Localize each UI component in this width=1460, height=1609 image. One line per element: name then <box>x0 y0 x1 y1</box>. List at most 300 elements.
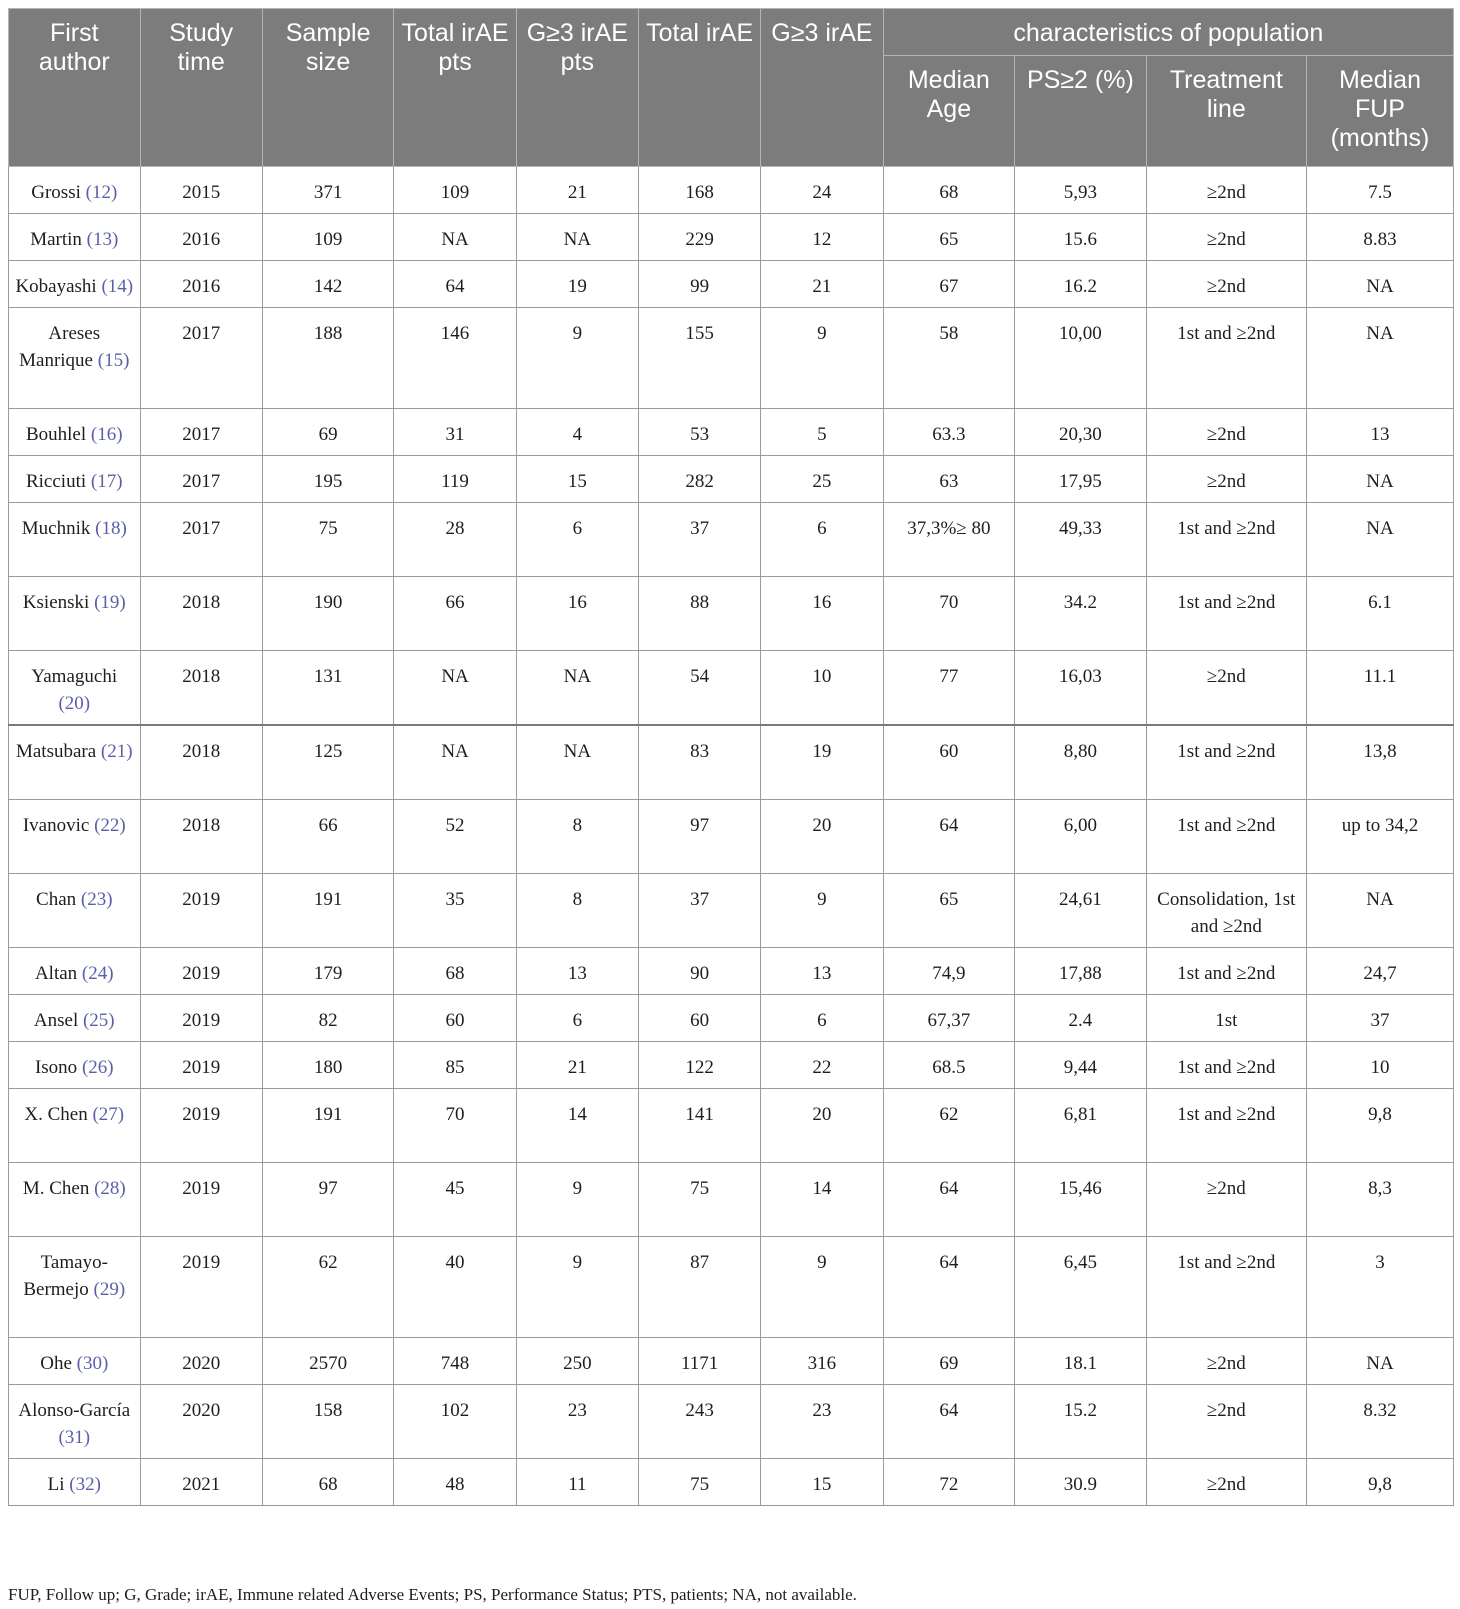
cell-g3-irae: 13 <box>761 948 883 995</box>
cell-median-age: 62 <box>883 1089 1015 1163</box>
reference-link[interactable]: (14) <box>101 276 134 297</box>
cell-total-irae: 155 <box>638 308 760 409</box>
cell-total-irae-pts: 48 <box>394 1459 516 1506</box>
cell-total-irae-pts: 68 <box>394 948 516 995</box>
cell-total-irae: 97 <box>638 800 760 874</box>
cell-first-author <box>9 725 141 800</box>
cell-study-time: 2019 <box>140 1089 262 1163</box>
cell-first-author <box>9 409 141 456</box>
cell-ps2: 17,95 <box>1015 456 1147 503</box>
table-row <box>9 456 1454 503</box>
cell-ps2: 6,45 <box>1015 1237 1147 1338</box>
cell-ps2: 17,88 <box>1015 948 1147 995</box>
cell-median-age: 69 <box>883 1338 1015 1385</box>
cell-median-age: 72 <box>883 1459 1015 1506</box>
col-first-author: First author <box>9 9 141 167</box>
cell-median-age: 37,3%≥ 80 <box>883 503 1015 577</box>
cell-g3-irae: 5 <box>761 409 883 456</box>
author-name: Ohe <box>40 1353 72 1374</box>
cell-first-author <box>9 1459 141 1506</box>
cell-total-irae: 141 <box>638 1089 760 1163</box>
author-name: Martin <box>30 229 82 250</box>
cell-median-fup: NA <box>1306 261 1453 308</box>
cell-treatment-line: ≥2nd <box>1146 651 1306 726</box>
cell-treatment-line: ≥2nd <box>1146 167 1306 214</box>
cell-total-irae-pts: 45 <box>394 1163 516 1237</box>
cell-treatment-line: Consolidation, 1st and ≥2nd <box>1146 874 1306 948</box>
table-row <box>9 995 1454 1042</box>
cell-first-author <box>9 308 141 409</box>
cell-g3-irae-pts: 9 <box>516 308 638 409</box>
cell-first-author <box>9 1089 141 1163</box>
cell-treatment-line: 1st and ≥2nd <box>1146 503 1306 577</box>
cell-first-author <box>9 874 141 948</box>
reference-link[interactable]: (20) <box>58 693 91 714</box>
cell-total-irae-pts: NA <box>394 214 516 261</box>
cell-study-time: 2016 <box>140 261 262 308</box>
cell-g3-irae-pts: 8 <box>516 874 638 948</box>
cell-median-age: 67,37 <box>883 995 1015 1042</box>
cell-sample-size: 62 <box>262 1237 394 1338</box>
reference-link[interactable]: (16) <box>90 424 123 445</box>
cell-median-age: 68.5 <box>883 1042 1015 1089</box>
cell-g3-irae-pts: 16 <box>516 577 638 651</box>
cell-study-time: 2019 <box>140 948 262 995</box>
author-name: Yamaguchi <box>31 666 118 687</box>
cell-treatment-line: ≥2nd <box>1146 1163 1306 1237</box>
cell-total-irae-pts: 109 <box>394 167 516 214</box>
cell-median-fup: 9,8 <box>1306 1089 1453 1163</box>
author-name: X. Chen <box>24 1104 88 1125</box>
cell-study-time: 2015 <box>140 167 262 214</box>
cell-total-irae-pts: 35 <box>394 874 516 948</box>
cell-treatment-line: 1st and ≥2nd <box>1146 800 1306 874</box>
cell-ps2: 16.2 <box>1015 261 1147 308</box>
reference-link[interactable]: (17) <box>90 471 123 492</box>
cell-study-time: 2019 <box>140 874 262 948</box>
cell-median-age: 64 <box>883 1385 1015 1459</box>
table-row <box>9 1163 1454 1237</box>
cell-total-irae: 83 <box>638 725 760 800</box>
cell-sample-size: 195 <box>262 456 394 503</box>
cell-sample-size: 179 <box>262 948 394 995</box>
cell-median-fup: 3 <box>1306 1237 1453 1338</box>
author-name: Isono <box>34 1057 78 1078</box>
reference-link[interactable]: (28) <box>94 1178 126 1199</box>
cell-sample-size: 371 <box>262 167 394 214</box>
cell-g3-irae-pts: 6 <box>516 503 638 577</box>
cell-median-fup: 8.32 <box>1306 1385 1453 1459</box>
reference-link[interactable]: (12) <box>85 182 118 203</box>
cell-g3-irae: 20 <box>761 800 883 874</box>
cell-treatment-line: 1st and ≥2nd <box>1146 577 1306 651</box>
cell-g3-irae: 22 <box>761 1042 883 1089</box>
table-row <box>9 1385 1454 1459</box>
author-name: Alonso-García <box>18 1400 131 1421</box>
reference-link[interactable]: (13) <box>86 229 119 250</box>
cell-first-author <box>9 1338 141 1385</box>
cell-ps2: 8,80 <box>1015 725 1147 800</box>
reference-link[interactable]: (18) <box>95 518 127 539</box>
cell-study-time: 2021 <box>140 1459 262 1506</box>
col-sample-size: Sample size <box>262 9 394 167</box>
author-name: Areses Manrique <box>19 323 101 371</box>
cell-total-irae: 122 <box>638 1042 760 1089</box>
cell-total-irae-pts: 748 <box>394 1338 516 1385</box>
cell-g3-irae: 21 <box>761 261 883 308</box>
cell-total-irae: 243 <box>638 1385 760 1459</box>
cell-sample-size: 2570 <box>262 1338 394 1385</box>
cell-sample-size: 97 <box>262 1163 394 1237</box>
cell-total-irae: 88 <box>638 577 760 651</box>
cell-treatment-line: 1st <box>1146 995 1306 1042</box>
cell-total-irae: 53 <box>638 409 760 456</box>
reference-link[interactable]: (24) <box>81 963 114 984</box>
cell-g3-irae: 9 <box>761 1237 883 1338</box>
cell-treatment-line: ≥2nd <box>1146 409 1306 456</box>
cell-ps2: 10,00 <box>1015 308 1147 409</box>
cell-first-author <box>9 1237 141 1338</box>
cell-g3-irae-pts: 9 <box>516 1163 638 1237</box>
cell-first-author <box>9 214 141 261</box>
cell-median-fup: 24,7 <box>1306 948 1453 995</box>
cell-ps2: 49,33 <box>1015 503 1147 577</box>
col-total-irae: Total irAE <box>638 9 760 167</box>
cell-g3-irae-pts: 19 <box>516 261 638 308</box>
cell-g3-irae: 6 <box>761 503 883 577</box>
cell-treatment-line: 1st and ≥2nd <box>1146 1089 1306 1163</box>
table-header <box>9 9 1454 167</box>
cell-sample-size: 188 <box>262 308 394 409</box>
cell-treatment-line: 1st and ≥2nd <box>1146 1042 1306 1089</box>
cell-g3-irae-pts: 23 <box>516 1385 638 1459</box>
cell-first-author <box>9 261 141 308</box>
cell-g3-irae-pts: 4 <box>516 409 638 456</box>
cell-g3-irae: 24 <box>761 167 883 214</box>
cell-total-irae: 168 <box>638 167 760 214</box>
cell-total-irae-pts: 85 <box>394 1042 516 1089</box>
cell-g3-irae: 9 <box>761 874 883 948</box>
cell-g3-irae: 16 <box>761 577 883 651</box>
cell-first-author <box>9 948 141 995</box>
cell-first-author <box>9 167 141 214</box>
cell-g3-irae: 19 <box>761 725 883 800</box>
reference-link[interactable]: (32) <box>69 1474 101 1495</box>
cell-median-fup: NA <box>1306 456 1453 503</box>
author-name: Ksienski <box>22 592 90 613</box>
table-row <box>9 1338 1454 1385</box>
cell-median-fup: up to 34,2 <box>1306 800 1453 874</box>
cell-treatment-line: 1st and ≥2nd <box>1146 725 1306 800</box>
cell-g3-irae-pts: NA <box>516 651 638 726</box>
cell-ps2: 15.6 <box>1015 214 1147 261</box>
author-name: Bouhlel <box>25 424 87 445</box>
cell-median-fup: 6.1 <box>1306 577 1453 651</box>
cell-total-irae: 99 <box>638 261 760 308</box>
col-g3-irae-pts: G≥3 irAE pts <box>516 9 638 167</box>
author-name: Ricciuti <box>25 471 87 492</box>
cell-median-age: 64 <box>883 800 1015 874</box>
reference-link[interactable]: (30) <box>76 1353 109 1374</box>
author-name: Tamayo-Bermejo <box>23 1252 108 1300</box>
cell-sample-size: 125 <box>262 725 394 800</box>
col-median-fup: Median FUP (months) <box>1306 56 1453 167</box>
cell-median-fup: 37 <box>1306 995 1453 1042</box>
cell-g3-irae-pts: 6 <box>516 995 638 1042</box>
cell-study-time: 2017 <box>140 409 262 456</box>
cell-total-irae-pts: NA <box>394 651 516 726</box>
author-name: Muchnik <box>21 518 91 539</box>
cell-treatment-line: 1st and ≥2nd <box>1146 948 1306 995</box>
reference-link[interactable]: (19) <box>94 592 126 613</box>
cell-study-time: 2018 <box>140 725 262 800</box>
cell-median-fup: 9,8 <box>1306 1459 1453 1506</box>
cell-treatment-line: ≥2nd <box>1146 214 1306 261</box>
cell-g3-irae: 23 <box>761 1385 883 1459</box>
cell-sample-size: 142 <box>262 261 394 308</box>
cell-sample-size: 82 <box>262 995 394 1042</box>
cell-first-author <box>9 503 141 577</box>
cell-treatment-line: ≥2nd <box>1146 1385 1306 1459</box>
cell-total-irae: 75 <box>638 1163 760 1237</box>
reference-link[interactable]: (23) <box>80 889 113 910</box>
cell-study-time: 2020 <box>140 1338 262 1385</box>
cell-ps2: 6,81 <box>1015 1089 1147 1163</box>
reference-link[interactable]: (15) <box>97 350 130 371</box>
table-row <box>9 1459 1454 1506</box>
cell-median-age: 58 <box>883 308 1015 409</box>
cell-first-author <box>9 577 141 651</box>
cell-study-time: 2019 <box>140 1042 262 1089</box>
cell-g3-irae-pts: 14 <box>516 1089 638 1163</box>
cell-total-irae-pts: 102 <box>394 1385 516 1459</box>
cell-g3-irae-pts: 13 <box>516 948 638 995</box>
cell-median-fup: 11.1 <box>1306 651 1453 726</box>
cell-median-age: 60 <box>883 725 1015 800</box>
cell-median-fup: NA <box>1306 503 1453 577</box>
cell-study-time: 2019 <box>140 1163 262 1237</box>
cell-ps2: 18.1 <box>1015 1338 1147 1385</box>
reference-link[interactable]: (25) <box>82 1010 115 1031</box>
cell-total-irae-pts: 52 <box>394 800 516 874</box>
cell-ps2: 24,61 <box>1015 874 1147 948</box>
cell-g3-irae: 316 <box>761 1338 883 1385</box>
table-row <box>9 409 1454 456</box>
cell-sample-size: 75 <box>262 503 394 577</box>
cell-median-fup: 8.83 <box>1306 214 1453 261</box>
cell-g3-irae: 10 <box>761 651 883 726</box>
cell-g3-irae: 9 <box>761 308 883 409</box>
cell-g3-irae-pts: NA <box>516 725 638 800</box>
cell-total-irae: 87 <box>638 1237 760 1338</box>
cell-sample-size: 180 <box>262 1042 394 1089</box>
cell-total-irae-pts: 64 <box>394 261 516 308</box>
cell-study-time: 2018 <box>140 651 262 726</box>
cell-median-fup: 7.5 <box>1306 167 1453 214</box>
reference-link[interactable]: (27) <box>92 1104 125 1125</box>
cell-first-author <box>9 995 141 1042</box>
table-row <box>9 1042 1454 1089</box>
cell-sample-size: 68 <box>262 1459 394 1506</box>
cell-median-age: 67 <box>883 261 1015 308</box>
cell-median-fup: NA <box>1306 308 1453 409</box>
cell-g3-irae-pts: 11 <box>516 1459 638 1506</box>
table-row <box>9 725 1454 800</box>
cell-first-author <box>9 651 141 726</box>
cell-treatment-line: ≥2nd <box>1146 456 1306 503</box>
cell-study-time: 2020 <box>140 1385 262 1459</box>
cell-total-irae-pts: 146 <box>394 308 516 409</box>
cell-total-irae-pts: NA <box>394 725 516 800</box>
author-name: Grossi <box>31 182 81 203</box>
author-name: Kobayashi <box>15 276 97 297</box>
cell-total-irae: 60 <box>638 995 760 1042</box>
col-group-population: characteristics of population <box>883 9 1453 56</box>
cell-study-time: 2018 <box>140 577 262 651</box>
cell-g3-irae: 15 <box>761 1459 883 1506</box>
col-study-time: Study time <box>140 9 262 167</box>
cell-g3-irae: 12 <box>761 214 883 261</box>
table-row <box>9 167 1454 214</box>
table-row <box>9 1089 1454 1163</box>
cell-g3-irae-pts: 9 <box>516 1237 638 1338</box>
cell-study-time: 2018 <box>140 800 262 874</box>
cell-g3-irae: 25 <box>761 456 883 503</box>
cell-median-age: 74,9 <box>883 948 1015 995</box>
cell-treatment-line: ≥2nd <box>1146 261 1306 308</box>
cell-ps2: 15.2 <box>1015 1385 1147 1459</box>
cell-treatment-line: ≥2nd <box>1146 1338 1306 1385</box>
cell-total-irae: 37 <box>638 874 760 948</box>
cell-g3-irae-pts: 21 <box>516 167 638 214</box>
table-row <box>9 874 1454 948</box>
cell-total-irae-pts: 66 <box>394 577 516 651</box>
cell-ps2: 34.2 <box>1015 577 1147 651</box>
cell-g3-irae-pts: NA <box>516 214 638 261</box>
cell-ps2: 6,00 <box>1015 800 1147 874</box>
cell-sample-size: 131 <box>262 651 394 726</box>
cell-median-fup: 10 <box>1306 1042 1453 1089</box>
cell-ps2: 30.9 <box>1015 1459 1147 1506</box>
cell-g3-irae: 20 <box>761 1089 883 1163</box>
reference-link[interactable]: (21) <box>100 741 133 762</box>
author-name: Ivanovic <box>22 815 90 836</box>
cell-ps2: 20,30 <box>1015 409 1147 456</box>
col-treatment-line: Treatment line <box>1146 56 1306 167</box>
cell-study-time: 2019 <box>140 1237 262 1338</box>
cell-sample-size: 190 <box>262 577 394 651</box>
cell-sample-size: 158 <box>262 1385 394 1459</box>
cell-total-irae-pts: 70 <box>394 1089 516 1163</box>
table-row <box>9 948 1454 995</box>
cell-g3-irae-pts: 8 <box>516 800 638 874</box>
cell-total-irae-pts: 40 <box>394 1237 516 1338</box>
cell-total-irae: 75 <box>638 1459 760 1506</box>
reference-link[interactable]: (22) <box>94 815 126 836</box>
cell-ps2: 16,03 <box>1015 651 1147 726</box>
author-name: Ansel <box>33 1010 79 1031</box>
table-row <box>9 214 1454 261</box>
cell-total-irae: 37 <box>638 503 760 577</box>
table-row <box>9 1237 1454 1338</box>
cell-first-author <box>9 1163 141 1237</box>
cell-total-irae: 1171 <box>638 1338 760 1385</box>
table-row <box>9 651 1454 726</box>
table-row <box>9 261 1454 308</box>
col-ps2: PS≥2 (%) <box>1015 56 1147 167</box>
cell-total-irae-pts: 28 <box>394 503 516 577</box>
col-g3-irae: G≥3 irAE <box>761 9 883 167</box>
table-row <box>9 800 1454 874</box>
author-name: Altan <box>34 963 78 984</box>
cell-first-author <box>9 800 141 874</box>
cell-ps2: 2.4 <box>1015 995 1147 1042</box>
table-row <box>9 577 1454 651</box>
cell-study-time: 2019 <box>140 995 262 1042</box>
cell-study-time: 2016 <box>140 214 262 261</box>
cell-g3-irae: 6 <box>761 995 883 1042</box>
cell-ps2: 9,44 <box>1015 1042 1147 1089</box>
cell-median-fup: 13,8 <box>1306 725 1453 800</box>
author-name: Matsubara <box>15 741 97 762</box>
reference-link[interactable]: (31) <box>58 1427 91 1448</box>
studies-table <box>8 8 1454 1506</box>
cell-study-time: 2017 <box>140 456 262 503</box>
cell-median-fup: 8,3 <box>1306 1163 1453 1237</box>
cell-total-irae-pts: 31 <box>394 409 516 456</box>
cell-total-irae: 282 <box>638 456 760 503</box>
cell-first-author <box>9 1385 141 1459</box>
cell-total-irae: 90 <box>638 948 760 995</box>
cell-treatment-line: ≥2nd <box>1146 1459 1306 1506</box>
cell-sample-size: 69 <box>262 409 394 456</box>
cell-g3-irae: 14 <box>761 1163 883 1237</box>
cell-median-fup: NA <box>1306 874 1453 948</box>
cell-first-author <box>9 1042 141 1089</box>
table-footnote: FUP, Follow up; G, Grade; irAE, Immune related Adverse Events; PS, Performance Status; PTS, patients; NA, not available. <box>8 1585 857 1604</box>
cell-median-age: 64 <box>883 1163 1015 1237</box>
cell-total-irae: 229 <box>638 214 760 261</box>
cell-median-fup: 13 <box>1306 409 1453 456</box>
table-row <box>9 308 1454 409</box>
cell-sample-size: 109 <box>262 214 394 261</box>
reference-link[interactable]: (26) <box>81 1057 114 1078</box>
col-median-age: Median Age <box>883 56 1015 167</box>
cell-treatment-line: 1st and ≥2nd <box>1146 308 1306 409</box>
table-row <box>9 503 1454 577</box>
col-total-irae-pts: Total irAE pts <box>394 9 516 167</box>
cell-median-age: 64 <box>883 1237 1015 1338</box>
table-body <box>9 167 1454 1506</box>
cell-total-irae-pts: 60 <box>394 995 516 1042</box>
author-name: Chan <box>36 889 77 910</box>
cell-median-age: 63.3 <box>883 409 1015 456</box>
cell-median-age: 77 <box>883 651 1015 726</box>
cell-sample-size: 191 <box>262 1089 394 1163</box>
cell-first-author <box>9 456 141 503</box>
cell-study-time: 2017 <box>140 308 262 409</box>
reference-link[interactable]: (29) <box>93 1279 126 1300</box>
cell-g3-irae-pts: 21 <box>516 1042 638 1089</box>
cell-study-time: 2017 <box>140 503 262 577</box>
cell-sample-size: 66 <box>262 800 394 874</box>
cell-ps2: 5,93 <box>1015 167 1147 214</box>
author-name: Li <box>47 1474 65 1495</box>
cell-treatment-line: 1st and ≥2nd <box>1146 1237 1306 1338</box>
cell-total-irae: 54 <box>638 651 760 726</box>
cell-ps2: 15,46 <box>1015 1163 1147 1237</box>
cell-median-age: 70 <box>883 577 1015 651</box>
